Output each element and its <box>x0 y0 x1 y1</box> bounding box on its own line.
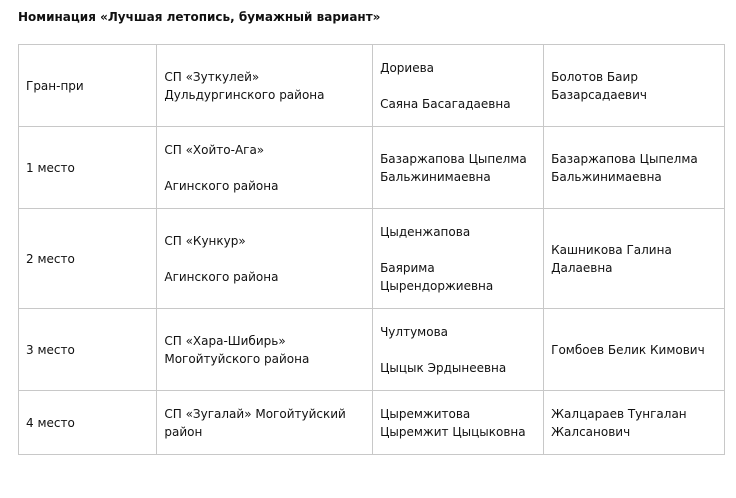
author-cell <box>373 391 544 455</box>
leader-line: Жалсанович <box>551 424 631 439</box>
author-line: Баярима <box>380 260 435 275</box>
organization-line: СП «Кункур» <box>164 233 246 248</box>
table-row <box>19 209 725 309</box>
leader-line: Гомбоев Белик Кимович <box>551 342 705 357</box>
leader-cell <box>544 45 725 127</box>
organization-cell <box>157 209 373 309</box>
organization-line: СП «Зуткулей» <box>164 69 260 84</box>
place-text: 1 место <box>26 160 75 175</box>
author-line: Цыцык Эрдынеевна <box>380 360 507 375</box>
author-line: Дориева <box>380 60 435 75</box>
author-cell <box>373 309 544 391</box>
place-cell <box>19 309 157 391</box>
leader-line: Кашникова Галина <box>551 242 672 257</box>
leader-line: Болотов Баир <box>551 69 638 84</box>
place-text: 2 место <box>26 251 75 266</box>
author-cell <box>373 45 544 127</box>
organization-line: район <box>164 424 203 439</box>
author-line: Саяна Басагадаевна <box>380 96 511 111</box>
organization-cell <box>157 391 373 455</box>
organization-cell <box>157 45 373 127</box>
place-cell <box>19 127 157 209</box>
leader-line: Базарсадаевич <box>551 87 648 102</box>
organization-line: Дульдургинского района <box>164 87 325 102</box>
organization-cell <box>157 309 373 391</box>
leader-cell <box>544 127 725 209</box>
table-row <box>19 391 725 455</box>
table-row <box>19 309 725 391</box>
page-title: Номинация «Лучшая летопись, бумажный вариант» <box>18 10 381 24</box>
table-row <box>19 127 725 209</box>
author-line: Цыремжит Цыцыковна <box>380 424 526 439</box>
organization-line: Агинского района <box>164 269 279 284</box>
leader-line: Жалцараев Тунгалан <box>551 406 687 421</box>
organization-line: СП «Хара-Шибирь» <box>164 333 286 348</box>
place-text: Гран-при <box>26 78 84 93</box>
place-cell <box>19 391 157 455</box>
leader-cell <box>544 391 725 455</box>
author-line: Цыремжитова <box>380 406 471 421</box>
author-line: Цыденжапова <box>380 224 471 239</box>
organization-cell <box>157 127 373 209</box>
organization-line: СП «Зугалай» Могойтуйский <box>164 406 346 421</box>
leader-cell <box>544 309 725 391</box>
organization-line: Могойтуйского района <box>164 351 310 366</box>
place-text: 4 место <box>26 415 75 430</box>
leader-line: Бальжинимаевна <box>551 169 662 184</box>
table-row <box>19 45 725 127</box>
organization-line: СП «Хойто-Ага» <box>164 142 265 157</box>
author-cell <box>373 209 544 309</box>
place-cell <box>19 209 157 309</box>
author-cell <box>373 127 544 209</box>
awards-table <box>18 44 725 455</box>
author-line: Бальжинимаевна <box>380 169 491 184</box>
author-line: Базаржапова Цыпелма <box>380 151 527 166</box>
place-text: 3 место <box>26 342 75 357</box>
leader-line: Базаржапова Цыпелма <box>551 151 698 166</box>
organization-line: Агинского района <box>164 178 279 193</box>
place-cell <box>19 45 157 127</box>
leader-line: Далаевна <box>551 260 613 275</box>
author-line: Чултумова <box>380 324 448 339</box>
author-line: Цырендоржиевна <box>380 278 494 293</box>
leader-cell <box>544 209 725 309</box>
